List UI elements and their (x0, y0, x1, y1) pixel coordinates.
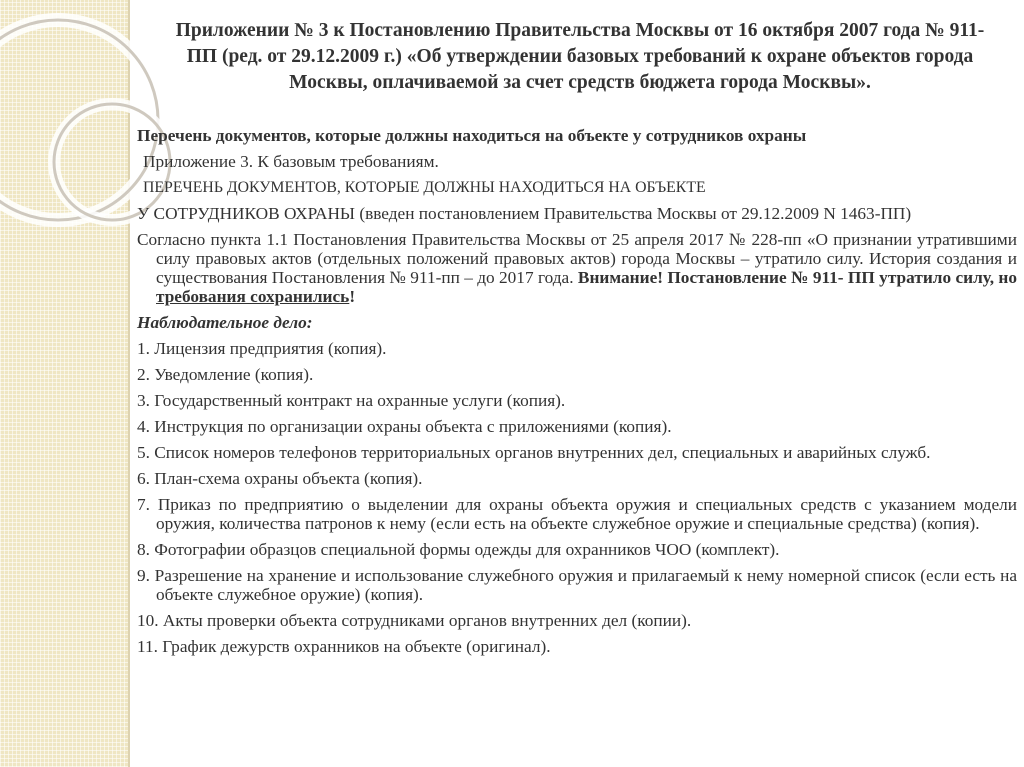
caps-line-2: У СОТРУДНИКОВ ОХРАНЫ (введен постановлением Правительства Москвы от 29.12.2009 N 1463-ПП) (137, 204, 912, 223)
list-item: 7. Приказ по предприятию о выделении для охраны объекта оружия и специальных средств с указанием модели оружия, количества патронов к нему (если есть на объекте служебное оружие и специальные средства) (копия). (137, 495, 1017, 533)
appendix-line: Приложение 3. К базовым требованиям. (143, 152, 439, 171)
list-item: 9. Разрешение на хранение и использование служебного оружия и прилагаемый к нему номерной список (если есть на объекте служебное оружие) (копия). (137, 566, 1017, 604)
exclamation: ! (349, 287, 356, 306)
list-item: 3. Государственный контракт на охранные услуги (копия). (137, 391, 566, 410)
subtitle: Перечень документов, которые должны находиться на объекте у сотрудников охраны (137, 126, 807, 145)
warning-text: Внимание! Постановление № 911- ПП утратило силу, но (577, 268, 1017, 287)
section-heading: Наблюдательное дело: (137, 313, 313, 332)
list-item: 8. Фотографии образцов специальной формы одежды для охранников ЧОО (комплект). (137, 540, 780, 559)
caps-line: ПЕРЕЧЕНЬ ДОКУМЕНТОВ, КОТОРЫЕ ДОЛЖНЫ НАХОДИТЬСЯ НА ОБЪЕКТЕ (143, 179, 706, 196)
document-body (137, 126, 1017, 663)
underlined-text: требования сохранились (156, 287, 350, 306)
slide-title: Приложении № 3 к Постановлению Правительства Москвы от 16 октября 2007 года № 911-ПП (ред. от 29.12.2009 г.) «Об утверждении базовых требований к охране объектов города Москвы, оплачиваемой за счет средств бюджета города Москвы». (175, 20, 985, 93)
list-item: 10. Акты проверки объекта сотрудниками органов внутренних дел (копии). (137, 611, 692, 630)
legal-note-text: Согласно пункта 1.1 Постановления Правительства Москвы от 25 апреля 2017 № 228-пп «О признании утратившими силу правовых актов (отдельных положений правовых актов) города Москвы – утратило силу. История создания и существования Постановления № 911-пп – до 2017 года. (137, 230, 1017, 287)
list-item: 1. Лицензия предприятия (копия). (137, 339, 387, 358)
list-item: 6. План-схема охраны объекта (копия). (137, 469, 423, 488)
list-item: 11. График дежурств охранников на объекте (оригинал). (137, 637, 551, 656)
list-item: 5. Список номеров телефонов территориальных органов внутренних дел, специальных и аварийных служб. (137, 443, 931, 462)
list-item: 2. Уведомление (копия). (137, 365, 314, 384)
legal-note (137, 230, 1017, 306)
list-item: 4. Инструкция по организации охраны объекта с приложениями (копия). (137, 417, 672, 436)
